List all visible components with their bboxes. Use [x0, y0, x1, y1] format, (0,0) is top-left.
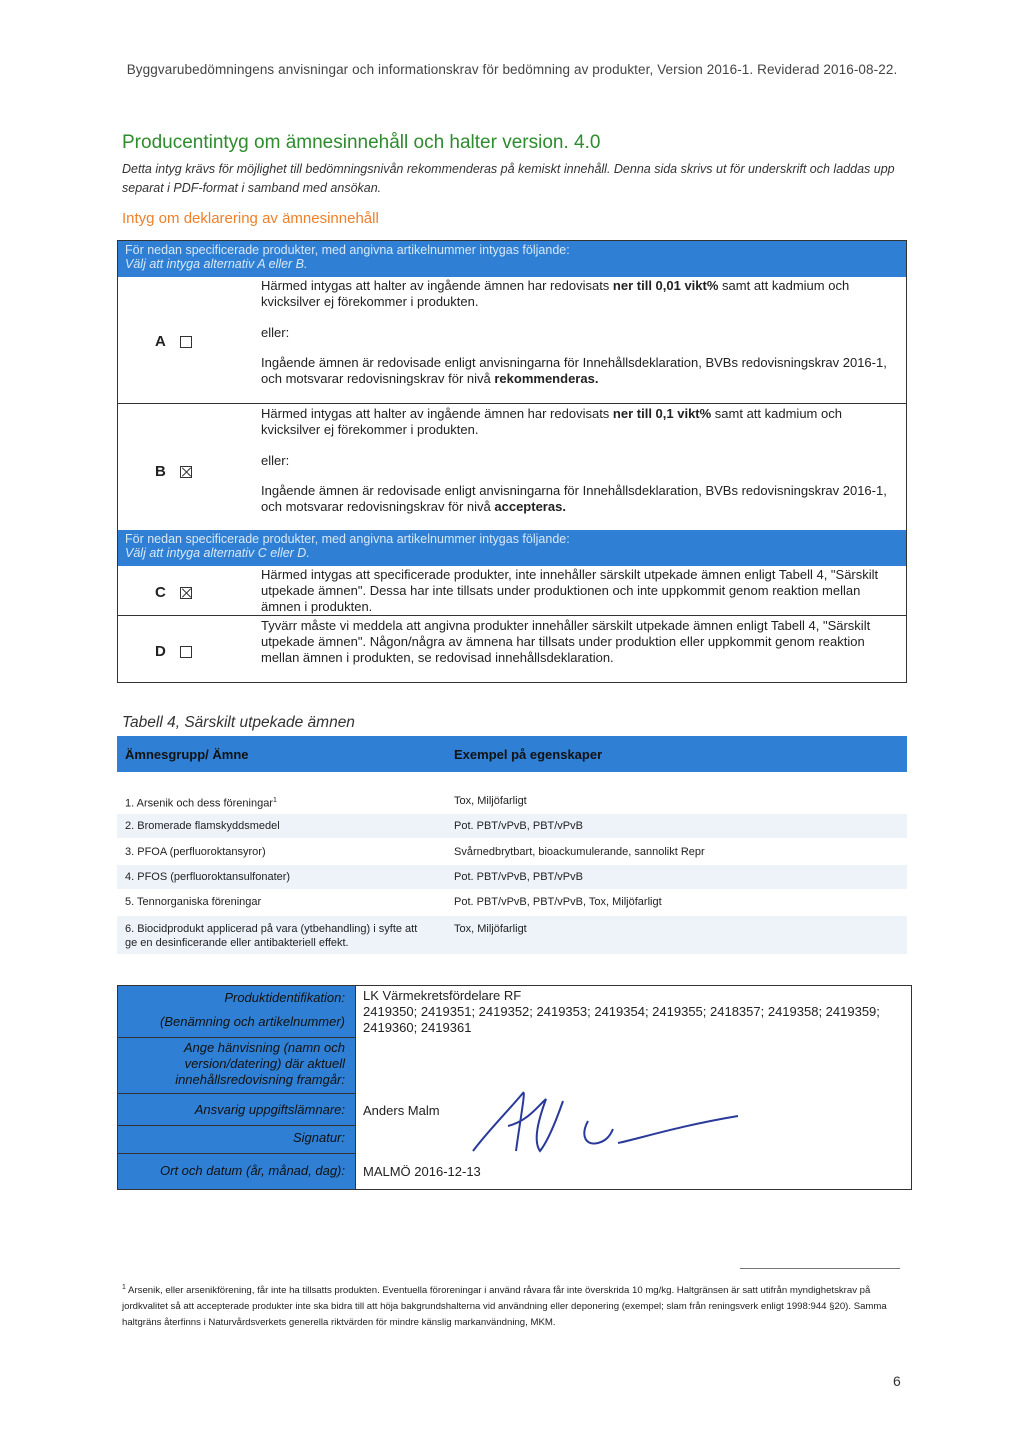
- responsible-person: Anders Malm: [363, 1103, 440, 1118]
- option-b-text-2: [261, 483, 896, 515]
- option-a-or: eller:: [261, 325, 290, 340]
- table-header-property: Exempel på egenskaper: [454, 747, 603, 762]
- table-cell-substance: [125, 794, 425, 811]
- option-d-checkbox[interactable]: [180, 646, 192, 658]
- table-header: [117, 736, 907, 772]
- place-date-value: MALMÖ 2016-12-13: [363, 1164, 481, 1179]
- table-cell-substance: 6. Biocidprodukt applicerad på vara (ytbehandling) i syfte att ge en desinficerande eller antibakteriell effekt.: [125, 923, 418, 949]
- divider-ab: [118, 403, 906, 404]
- section-subtitle: Intyg om deklarering av ämnesinnehåll: [122, 210, 379, 227]
- option-d-text: Tyvärr måste vi meddela att angivna produkter innehåller särskilt utpekade ämnen enligt Tabell 4, "Särskilt utpekade ämnen". Någon/några av ämnena har tillsats under produktion eller uppkommit genom reaktion mellan ämnen i produkten, se redovisad innehållsdeklaration.: [261, 618, 871, 665]
- footnote-rule: [740, 1268, 900, 1269]
- label-responsible: Ansvarig uppgiftslämnare:: [194, 1102, 345, 1117]
- footnote-marker: 1: [122, 1284, 126, 1291]
- option-b-letter: B: [155, 463, 166, 480]
- option-c-checkbox[interactable]: [180, 587, 192, 599]
- intro-text: Detta intyg krävs för möjlighet till bedömningsnivån rekommenderas på kemiskt innehåll. Denna sida skrivs ut för underskrift och laddas upp separat i PDF-format i samband med ansökan.: [122, 162, 895, 195]
- table-row: [117, 916, 907, 954]
- option-b-or: eller:: [261, 453, 290, 468]
- label-product-identification: Produktidentifikation:: [224, 990, 345, 1005]
- label-divider: [118, 1093, 356, 1094]
- label-naming: (Benämning och artikelnummer): [160, 1014, 345, 1029]
- option-b-p1-post: samt att kadmium och kvicksilver ej förekommer i produkten.: [261, 406, 842, 437]
- divider-cd: [118, 615, 906, 616]
- table-cell-substance: 5. Tennorganiska föreningar: [125, 896, 262, 908]
- table-row: [117, 890, 907, 914]
- option-a-letter: A: [155, 333, 166, 350]
- option-a-checkbox[interactable]: [180, 336, 192, 348]
- certification-box: [117, 240, 907, 683]
- option-a-p1-bold: ner till 0,01 vikt%: [612, 278, 719, 293]
- option-a-text: [261, 278, 896, 310]
- table-cell-property: Svårnedbrytbart, bioackumulerande, sannolikt Repr: [454, 846, 705, 858]
- option-a-p1-pre: Härmed intygas att halter av ingående ämnen har redovisats: [261, 278, 613, 293]
- footnote: [122, 1280, 902, 1331]
- identification-box: [117, 985, 912, 1190]
- option-b-checkbox[interactable]: [180, 466, 192, 478]
- footnote-ref: 1: [272, 797, 277, 804]
- section-header-ab: [118, 241, 906, 277]
- section-header-ab-line2: Välj att intyga alternativ A eller B.: [125, 257, 308, 271]
- identification-labels: [118, 986, 356, 1189]
- option-b-text: [261, 406, 896, 438]
- option-a-p2-bold: rekommenderas.: [494, 371, 599, 386]
- option-a-p2-pre: Ingående ämnen är redovisade enligt anvisningarna för Innehållsdeklaration, BVBs redovisningskrav 2016-1, och motsvarar redovisningskrav för nivå: [261, 355, 887, 386]
- option-b-p2-bold: accepteras.: [494, 499, 566, 514]
- option-d-letter: D: [155, 643, 166, 660]
- label-reference: Ange hänvisning (namn och version/datering) där aktuell innehållsredovisning framgår:: [175, 1040, 345, 1087]
- document-header: Byggvarubedömningens anvisningar och informationskrav för bedömning av produkter, Version 2016-1. Reviderad 2016-08-22.: [126, 62, 898, 77]
- table-row: [117, 788, 907, 810]
- section-header-cd-line2: Välj att intyga alternativ C eller D.: [125, 546, 310, 560]
- table-header-substance: Ämnesgrupp/ Ämne: [125, 747, 249, 762]
- table-row: [117, 865, 907, 889]
- page-title: Producentintyg om ämnesinnehåll och halter version. 4.0: [122, 132, 601, 153]
- section-header-cd: [118, 530, 906, 566]
- option-c-letter: C: [155, 584, 166, 601]
- table-title: Tabell 4, Särskilt utpekade ämnen: [122, 714, 355, 731]
- table-row: [117, 814, 907, 838]
- page-number: 6: [893, 1373, 901, 1389]
- section-header-cd-line1: För nedan specificerade produkter, med angivna artikelnummer intygas följande:: [125, 532, 570, 546]
- table-cell-property: Pot. PBT/vPvB, PBT/vPvB: [454, 871, 583, 883]
- label-signature: Signatur:: [292, 1130, 345, 1145]
- table-cell-substance: 3. PFOA (perfluoroktansyror): [125, 846, 266, 858]
- table-cell-substance: 2. Bromerade flamskyddsmedel: [125, 820, 280, 832]
- table-cell-property: Pot. PBT/vPvB, PBT/vPvB: [454, 820, 583, 832]
- section-header-ab-line1: För nedan specificerade produkter, med angivna artikelnummer intygas följande:: [125, 243, 570, 257]
- label-divider: [118, 1125, 356, 1126]
- footnote-text: Arsenik, eller arsenikförening, får inte ha tillsatts produkten. Eventuella föroreningar i använd råvara får inte överskrida 10 mg/kg. Haltgränsen är satt utifrån myndighetskrav på jordkvalitet så att accepterade produkter inte ska bidra till att höja bakgrundshalterna vid användning eller deponering (exempel; slam från reningsverk enligt 1998:944 §20). Samma haltgräns återfinns i Naturvårdsverkets generella riktvärden för mindre känslig markanvändning, MKM.: [122, 1285, 887, 1329]
- substance-text: 1. Arsenik och dess föreningar: [125, 797, 273, 810]
- label-divider: [118, 1153, 356, 1154]
- label-place-date: Ort och datum (år, månad, dag):: [160, 1163, 345, 1178]
- product-name: LK Värmekretsfördelare RF: [363, 988, 522, 1003]
- table-cell-property: Tox, Miljöfarligt: [454, 795, 527, 807]
- table-cell-substance: 4. PFOS (perfluoroktansulfonater): [125, 871, 291, 883]
- option-b-p1-pre: Härmed intygas att halter av ingående ämnen har redovisats: [261, 406, 613, 421]
- article-numbers: 2419350; 2419351; 2419352; 2419353; 2419354; 2419355; 2418357; 2419358; 2419359; 2419360; 2419361: [363, 1004, 880, 1035]
- handwritten-signature: [468, 1081, 758, 1171]
- table-cell-property: Tox, Miljöfarligt: [454, 923, 527, 935]
- option-a-text-2: [261, 355, 896, 387]
- table-cell-property: Pot. PBT/vPvB, PBT/vPvB, Tox, Miljöfarligt: [454, 896, 662, 908]
- label-divider: [118, 1037, 356, 1038]
- option-a-p1-post: samt att kadmium och kvicksilver ej förekommer i produkten.: [261, 278, 850, 309]
- table-row: [117, 840, 907, 864]
- option-b-p1-bold: ner till 0,1 vikt%: [612, 406, 712, 421]
- option-c-text: Härmed intygas att specificerade produkter, inte innehåller särskilt utpekade ämnen enligt Tabell 4, "Särskilt utpekade ämnen". Dessa har inte tillsats under produktionen och inte uppkommit genom reaktion mellan ämnen i produkten.: [261, 567, 879, 614]
- option-b-p2-pre: Ingående ämnen är redovisade enligt anvisningarna för Innehållsdeklaration, BVBs redovisningskrav 2016-1, och motsvarar redovisningskrav för nivå: [261, 483, 887, 514]
